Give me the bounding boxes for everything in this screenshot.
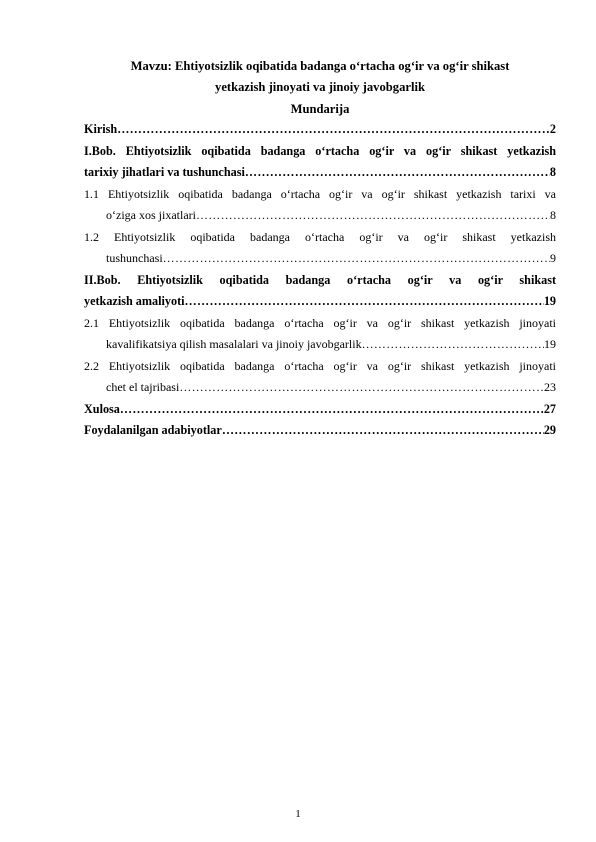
toc-page-number: 8 [549,165,556,179]
dot-leader [362,334,544,356]
document-title-line-2: yetkazish jinoyati va jinoiy javobgarlik [215,80,425,94]
document-title-line-1: Mavzu: Ehtiyotsizlik oqibatida badanga oʻrtacha ogʻir va ogʻir shikast [130,59,510,73]
toc-entry-chapter-1 [84,141,556,184]
toc-entry-line: 2.1 Ehtiyotsizlik oqibatida badanga oʻrtacha ogʻir va ogʻir shikast yetkazish jinoyati [84,315,556,330]
toc-entry-chapter-2 [84,270,556,313]
toc-entry-kirish [84,119,556,141]
toc-entry-line: kavalifikatsiya qilish masalalari va jinoiy javobgarlik [106,337,362,351]
toc-page-number: 9 [550,251,556,265]
toc-entry-line: tushunchasi [106,251,163,265]
dot-leader [185,291,544,313]
dot-leader [196,205,550,227]
toc-page-number: 23 [544,380,556,394]
toc-page-number: 19 [543,294,556,308]
table-of-contents [84,119,556,442]
toc-entry-section-2-1 [84,313,556,356]
dot-leader [163,248,550,270]
toc-entry-section-1-1 [84,184,556,227]
toc-page-number: 19 [544,337,556,351]
toc-entry-adabiyotlar [84,420,556,442]
toc-entry-text: Xulosa [84,401,120,416]
toc-entry-xulosa [84,399,556,421]
dot-leader [179,377,544,399]
toc-page-number: 27 [543,401,556,416]
toc-entry-line: II.Bob. Ehtiyotsizlik oqibatida badanga oʻrtacha ogʻir va ogʻir shikast [84,272,556,287]
toc-page-number: 2 [549,122,556,136]
toc-entry-line: oʻziga xos jixatlari [106,208,196,222]
dot-leader [117,119,550,141]
toc-entry-section-1-2 [84,227,556,270]
toc-entry-line: 1.2 Ehtiyotsizlik oqibatida badanga oʻrtacha ogʻir va ogʻir shikast yetkazish [84,229,556,244]
toc-heading: Mundarija [290,102,350,116]
toc-entry-line: 1.1 Ehtiyotsizlik oqibatida badanga oʻrtacha ogʻir va ogʻir shikast yetkazish tarixi va [84,186,556,201]
toc-entry-section-2-2 [84,356,556,399]
toc-entry-text: Kirish [84,122,118,136]
document-page [84,56,556,442]
toc-entry-line: tarixiy jihatlari va tushunchasi [84,165,245,179]
toc-page-number: 29 [543,423,556,437]
toc-page-number: 8 [550,208,556,222]
toc-entry-line: chet el tajribasi [106,380,180,394]
dot-leader [222,420,544,442]
dot-leader [120,399,544,421]
page-number: 1 [295,808,301,820]
toc-entry-text: Foydalanilgan adabiyotlar [84,423,222,437]
dot-leader [245,162,550,184]
toc-entry-line: 2.2 Ehtiyotsizlik oqibatida badanga oʻrtacha ogʻir va ogʻir shikast yetkazish jinoyati [84,358,556,373]
toc-entry-line: I.Bob. Ehtiyotsizlik oqibatida badanga oʻrtacha ogʻir va ogʻir shikast yetkazish [84,143,556,158]
toc-entry-line: yetkazish amaliyoti [84,294,185,308]
